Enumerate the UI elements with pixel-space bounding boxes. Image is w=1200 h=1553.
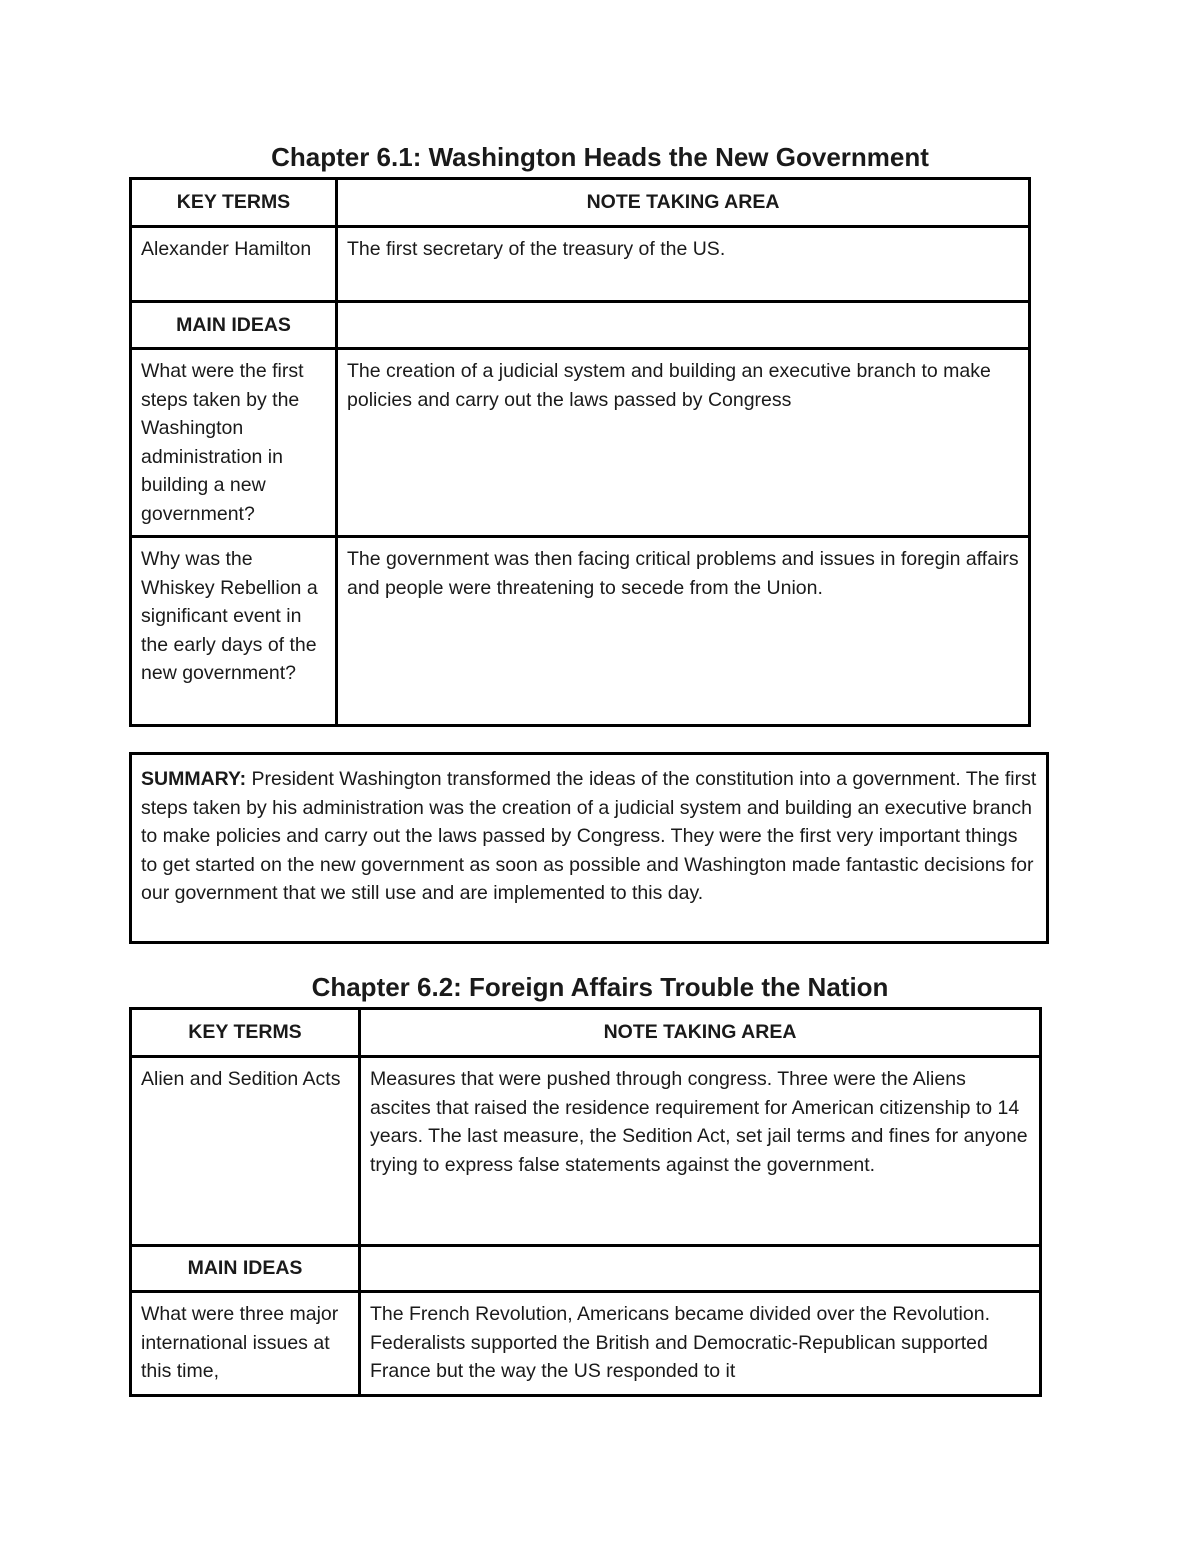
- main-idea-question-cell: Why was the Whiskey Rebellion a significant event in the early days of the new government?: [131, 537, 337, 726]
- main-idea-question-cell: What were the first steps taken by the Washington administration in building a new government?: [131, 349, 337, 537]
- empty-cell: [360, 1246, 1041, 1292]
- table-row: [131, 227, 1030, 302]
- chapter-6-2-title: Chapter 6.2: Foreign Affairs Trouble the Nation: [311, 972, 889, 1002]
- key-term-cell: Alexander Hamilton: [131, 227, 337, 302]
- note-taking-header: NOTE TAKING AREA: [360, 1009, 1041, 1057]
- key-term-cell: Alien and Sedition Acts: [131, 1057, 360, 1246]
- table-header-row: [131, 1009, 1041, 1057]
- note-cell: The first secretary of the treasury of the US.: [337, 227, 1030, 302]
- summary-text: President Washington transformed the ideas of the constitution into a government. The first steps taken by his administration was the creation of a judicial system and building an executive branch to make policies and carry out the laws passed by Congress. They were the first very important things to get started on the new government as soon as possible and Washington made fantastic decisions for our government that we still use and are implemented to this day.: [141, 768, 1037, 904]
- main-ideas-header-row: [131, 302, 1030, 349]
- key-terms-header: KEY TERMS: [131, 1009, 360, 1057]
- main-ideas-header: MAIN IDEAS: [131, 1246, 360, 1292]
- main-idea-question-cell: What were three major international issues at this time,: [131, 1292, 360, 1396]
- table-row: [131, 1057, 1041, 1246]
- note-taking-header: NOTE TAKING AREA: [337, 179, 1030, 227]
- main-ideas-header-row: [131, 1246, 1041, 1292]
- empty-cell: [337, 302, 1030, 349]
- summary-box: [129, 752, 1049, 944]
- main-ideas-header: MAIN IDEAS: [131, 302, 337, 349]
- chapter-6-1-notes-table: [129, 177, 1031, 727]
- table-row: [131, 349, 1030, 537]
- main-idea-answer-cell: The government was then facing critical problems and issues in foregin affairs and people were threatening to secede from the Union.: [337, 537, 1030, 726]
- table-header-row: [131, 179, 1030, 227]
- chapter-6-1-title: Chapter 6.1: Washington Heads the New Government: [271, 142, 929, 172]
- table-row: [131, 537, 1030, 726]
- note-cell: Measures that were pushed through congress. Three were the Aliens ascites that raised the residence requirement for American citizenship to 14 years. The last measure, the Sedition Act, set jail terms and fines for anyone trying to express false statements against the government.: [360, 1057, 1041, 1246]
- table-row: [131, 1292, 1041, 1396]
- chapter-6-2-notes-table: [129, 1007, 1042, 1397]
- main-idea-answer-cell: The French Revolution, Americans became divided over the Revolution. Federalists supported the British and Democratic-Republican supported France but the way the US responded to it: [360, 1292, 1041, 1396]
- main-idea-answer-cell: The creation of a judicial system and building an executive branch to make policies and carry out the laws passed by Congress: [337, 349, 1030, 537]
- summary-label: SUMMARY:: [141, 768, 247, 790]
- key-terms-header: KEY TERMS: [131, 179, 337, 227]
